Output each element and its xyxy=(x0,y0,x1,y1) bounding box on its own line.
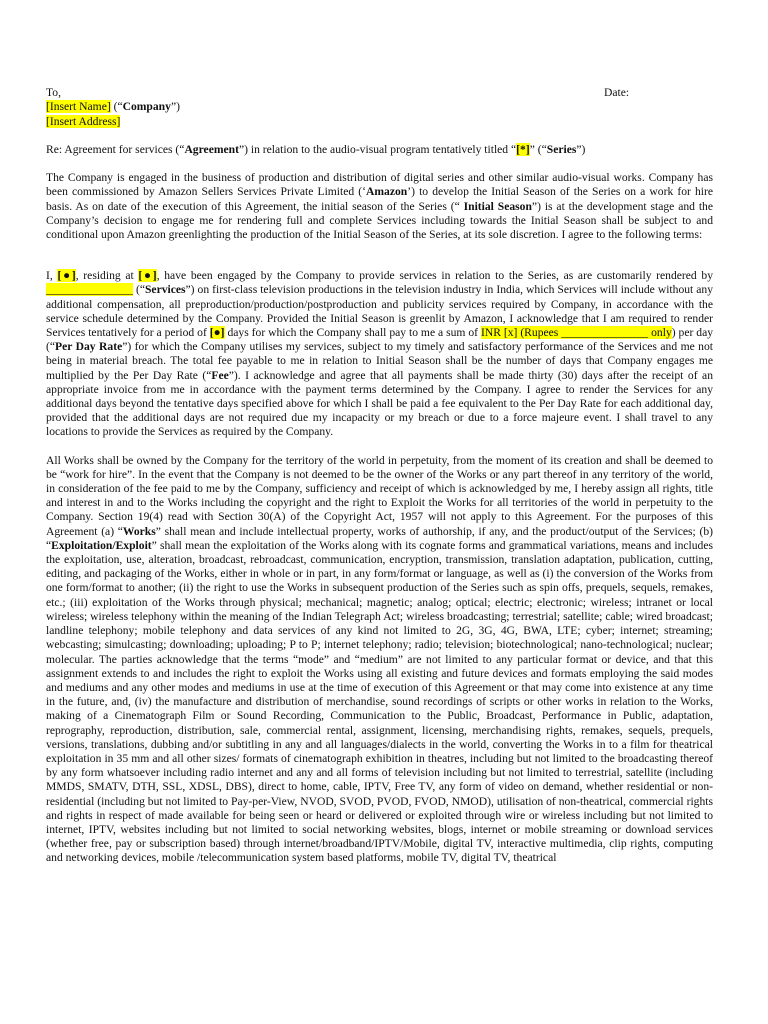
days-placeholder: [●] xyxy=(209,326,225,340)
recipient-name-line: [Insert Name] (“Company”) xyxy=(46,100,180,113)
company-term: Company xyxy=(122,100,171,113)
paragraph-ownership: All Works shall be owned by the Company for the territory of the world in perpetuity, from the moment of its creation and shall be deemed to be “work for hire”. In the event that the Company is not deemed to be the owner of the Works or any part thereof in any territory of the world, in consideration of the fee paid to me by the Company, sufficiency and receipt of which is acknowledged by me, I hereby assign all rights, title and interest in and to the Works including the copyright and the right to Exploit the Works for all territories of the world in perpetuity to the Company. Section 19(4) read with Section 30(A) of the Copyright Act, 1957 will not apply to this Agreement. For the purposes of this Agreement (a) “Works” shall mean and include intellectual property, works of authorship, if any, and the product/output of the Services; (b) “Exploitation/Exploit” shall mean the exploitation of the Works along with its cognate forms and grammatical variations, means and includes the exploitation, use, alteration, broadcast, rebroadcast, communication, encryption, transmission, translation adaptation, publication, cutting, editing, and packaging of the Works, either in whole or in part, in any form/format or language, as well as (i) the conversion of the Works from one form/format to another; (ii) the right to use the Works in subsequent production of the Series such as spin offs, prequels, sequels, remakes, etc.; (iii) exploitation of the Works through physical; mechanical; magnetic; analog; optical; electric; electronic; wireless; intranet or local wireless; wireless telephony within the meaning of the Indian Telegraph Act; wireless broadcasting; terrestrial; satellite; cable; wired broadcast; landline telephony; mobile telephony and data services of any kind not limited to 2G, 3G, 4G, BWA, LTE; cyber; internet; streaming; webcasting; simulcasting; downloading; uploading; P to P; internet telephony; radio; television; biotechnological; nano-technological; nuclear; molecular. The parties acknowledge that the terms “mode” and “medium” are not limited to any particular format or device, and that this assignment extends to and includes the right to exploit the Works using all existing and future devices and formats employing the said modes and mediums and any other modes and mediums in use at the time of execution of this Agreement or that may come into existence at any time in the future, and, (iv) the manufacture and distribution of merchandise, sound recordings of scripts or other works in relation to the Works, making of a Cinematograph Film or Sound Recording, Communication to the Public, Broadcast, Performance in Public, adaptation, reprography, reproduction, distribution, sale, commercial rental, assignment, licensing, merchandising rights, remakes, sequels, prequels, versions, translations, dubbing and/or subtitling in any and all languages/dialects in the world, converting the Works in to a film for theatrical exploitation in 35 mm and all other sizes/ formats of cinematograph exhibition in theatres, including but not limited to the broadcasting thereof by any form whatsoever including radio internet and any and all forms of television including but not limited to terrestrial, satellite (including MMDS, SMATV, DTH, SSL, XDSL, DBS), direct to home, cable, IPTV, Free TV, any form of video on demand, whether residential or non-residential (including but not limited to Pay-per-View, NVOD, SVOD, PVOD, FVOD, NMOD), utilisation of non-theatrical, commercial rights and rights in respect of made available for being seen or heard or delivered or exploited through wire or wireless including but not limited to internet, IPTV, websites including but not limited to social networking websites, blogs, internet or mobile streaming or download services (whether free, pay or subscription based) through internet/broadband/IPTV/Mobile, digital TV, interactive multimedia, clip rights, computing and networking devices, mobile /telecommunication system based platforms, mobile TV, digital TV, theatrical xyxy=(46,453,713,865)
letter-header xyxy=(46,86,713,130)
series-term: Series xyxy=(546,143,577,156)
role-blank: _______________ xyxy=(46,283,133,297)
inr-amount-placeholder: INR [x] (Rupees _______________ only xyxy=(480,326,672,340)
initial-season-term: Initial Season xyxy=(463,199,532,213)
recipient-address-line xyxy=(46,115,120,129)
exploitation-term: Exploitation/Exploit xyxy=(51,538,152,552)
letter-page xyxy=(46,86,713,866)
fee-term: Fee xyxy=(211,368,229,382)
title-placeholder: [*] xyxy=(516,143,530,156)
amazon-term: Amazon xyxy=(366,185,408,199)
services-term: Services xyxy=(144,283,186,297)
paragraph-services: I, [●], residing at [●], have been engaged by the Company to provide services in relation to the Series, as are customarily rendered by _______________ (“Services”) on first-class television productions in the television industry in India, which Services will include without any additional compensation, all preproduction/production/postproduction and publicity services required by Company, in accordance with the service schedule determined by the Company. Provided the Initial Season is greenlit by Amazon, I acknowledge that I am required to render Services tentatively for a period of [●] days for which the Company shall pay to me a sum of INR [x] (Rupees _______________ only) per day (“Per Day Rate”) for which the Company utilises my services, subject to my timely and satisfactory performance of the Services and me not being in material breach. The total fee payable to me in relation to Initial Season shall be the number of days that Company engages me multiplied by the Per Day Rate (“Fee”). I acknowledge and agree that all payments shall be made thirty (30) days after the receipt of an appropriate invoice from me in accordance with the payment terms determined by the Company. I agree to render the Services for any additional days beyond the tentative days specified above for which I shall be paid a fee equivalent to the Per Day Rate for each additional day, provided that the additional days are not required due my incapacity or my breach or due to a force majeure event. I shall travel to any locations to provide the Services as required by the Company. xyxy=(46,269,714,439)
paragraph-background: The Company is engaged in the business of production and distribution of digital series and other similar audio-visual works. Company has been commissioned by Amazon Sellers Services Private Limited (‘Amazon’) to develop the Initial Season of the Series on a work for hire basis. As on date of the execution of this Agreement, the initial season of the Series (“ Initial Season”) is at the development stage and the Company’s decision to engage me for rendering full and complete Services including towards the Initial Season shall be subject to and conditional upon Amazon greenlighting the production of the Initial Season of the Series, at its sole discretion. I agree to the following terms: xyxy=(46,171,713,242)
date-label: Date: xyxy=(604,86,630,99)
name-blank-placeholder: [●] xyxy=(57,269,76,283)
name-placeholder: [Insert Name] xyxy=(46,100,111,113)
per-day-rate-term: Per Day Rate xyxy=(55,340,123,354)
address-placeholder: [Insert Address] xyxy=(46,115,121,128)
works-term: Works xyxy=(122,524,156,538)
residence-placeholder: [●] xyxy=(138,269,157,283)
agreement-term: Agreement xyxy=(184,143,239,156)
subject-line: Re: Agreement for services (“Agreement”) in relation to the audio-visual program tentatively titled “[*]” (“Series”) xyxy=(46,143,586,156)
salutation: To, xyxy=(46,86,61,99)
